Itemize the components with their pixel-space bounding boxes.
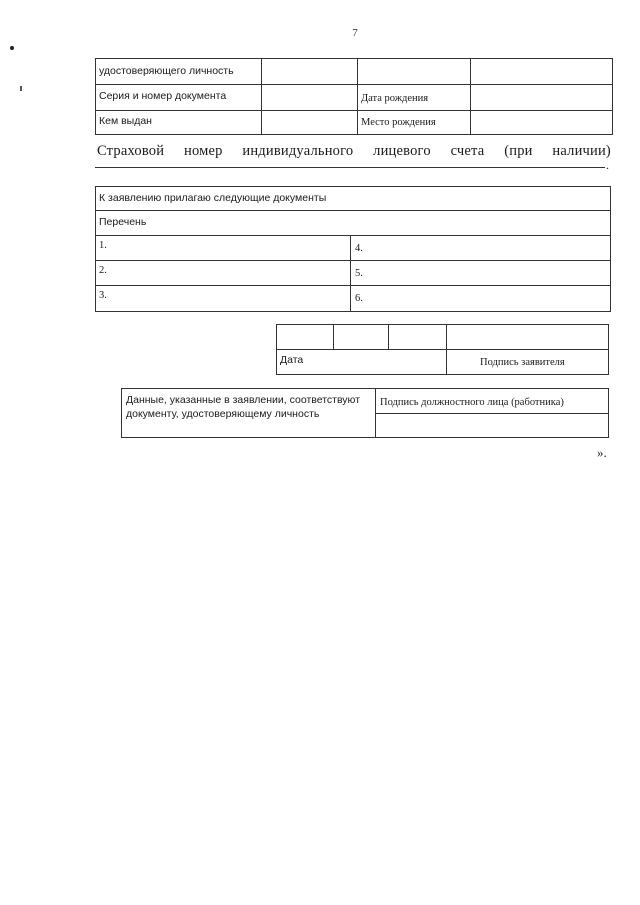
snils-word: счета: [450, 143, 485, 159]
snils-word: индивидуального: [242, 143, 354, 159]
birth-date-label: Дата рождения: [361, 93, 429, 104]
attachment-item: 2.: [99, 265, 107, 276]
attachments-list-label: Перечень: [99, 216, 147, 228]
applicant-signature-label: Подпись заявителя: [480, 357, 565, 368]
snils-word: лицевого: [373, 143, 431, 159]
closing-quote: ».: [597, 445, 607, 460]
birth-place-label: Место рождения: [361, 117, 436, 128]
snils-line: [97, 143, 611, 160]
snils-trailing-dot: .: [606, 158, 609, 172]
attachment-item: 5.: [355, 268, 363, 279]
snils-word: наличии): [552, 143, 611, 159]
official-signature-label: Подпись должностного лица (работника): [380, 397, 564, 408]
snils-word: номер: [183, 143, 223, 159]
attachments-header: К заявлению прилагаю следующие документы: [99, 192, 327, 204]
series-number-label: Серия и номер документа: [99, 90, 227, 102]
date-label: Дата: [280, 354, 304, 366]
verification-statement-line1: Данные, указанные в заявлении, соответствуют: [126, 394, 360, 406]
attachment-item: 1.: [99, 240, 107, 251]
snils-word: Страховой: [97, 143, 165, 159]
snils-word: (при: [504, 143, 533, 159]
page-number: 7: [352, 27, 358, 39]
scan-mark-tick: [20, 86, 22, 91]
snils-fill-line: [95, 167, 605, 168]
scan-mark-dot: [10, 46, 14, 50]
identity-doc-label: удостоверяющего личность: [99, 65, 234, 77]
attachment-item: 6.: [355, 293, 363, 304]
attachment-item: 3.: [99, 290, 107, 301]
issued-by-label: Кем выдан: [99, 115, 152, 127]
attachment-item: 4.: [355, 243, 363, 254]
verification-statement-line2: документу, удостоверяющему личность: [126, 408, 320, 420]
